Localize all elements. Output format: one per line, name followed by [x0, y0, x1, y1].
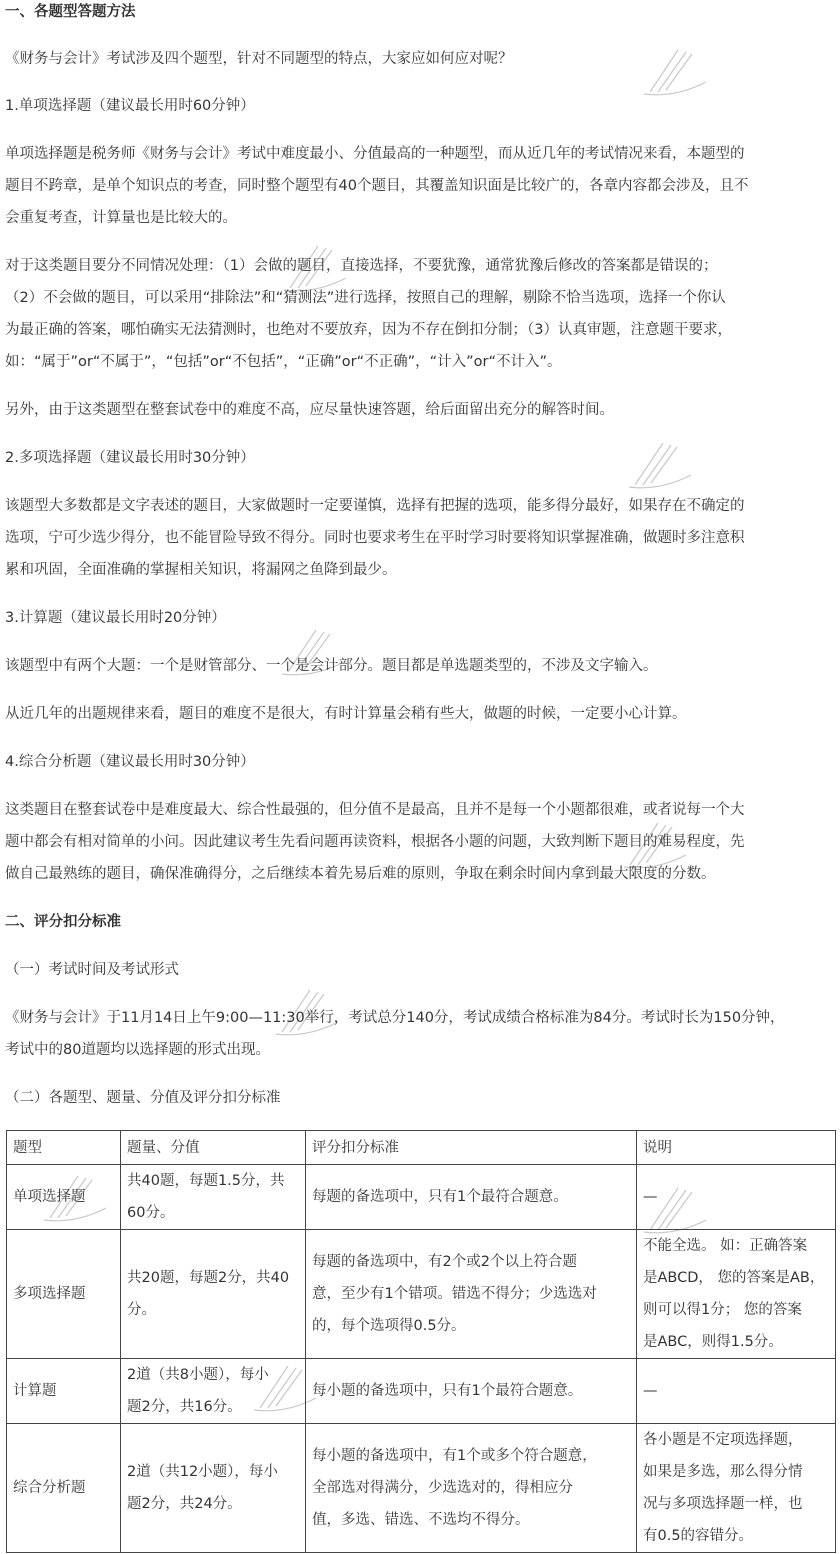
type-cell: 单项选择题 [7, 1165, 121, 1230]
q4-title: 4.综合分析题（建议最长用时30分钟） [5, 754, 255, 770]
type-cell: 计算题 [7, 1359, 121, 1424]
cell-line: 全部选对得满分，少选选对的，得相应分 [312, 1480, 573, 1496]
cell-line: 60分。 [127, 1205, 175, 1221]
q3-para1: 该题型中有两个大题：一个是财管部分、一个是会计部分。题目都是单选题类型的，不涉及文字输入。 [5, 658, 658, 674]
cell-line: 共20题，每题2分，共40 [127, 1270, 290, 1286]
cell-line: 则可以得1分； 您的答案 [643, 1302, 802, 1318]
table-header-cell: 题型 [7, 1131, 121, 1165]
count-cell [121, 1165, 306, 1230]
cell-line: 题2分，共24分。 [127, 1496, 242, 1512]
cell-line: 共40题，每题1.5分，共 [127, 1173, 285, 1189]
cell-line: 的，每个选项得0.5分。 [312, 1318, 466, 1334]
q4-para1-line: 这类题目在整套试卷中是难度最大、综合性最强的，但分值不是最高，且并不是每一个小题都很难，或者说每一个大 [5, 802, 745, 818]
q1-para2-line: 如：“属于”or“不属于”，“包括”or“不包括”，“正确”or“不正确”，“计入”or“不计入”。 [5, 354, 562, 370]
cell-line: 2道（共8小题），每小 [127, 1367, 269, 1383]
q2-para1-line: 选项，宁可少选少得分，也不能冒险导致不得分。同时也要求考生在平时学习时要将知识掌握准确，做题时多注意积 [5, 530, 745, 546]
cell-line: 每小题的备选项中，有1个或多个符合题意， [312, 1448, 597, 1464]
cell-line: 是ABCD， 您的答案是AB， [643, 1270, 825, 1286]
cell-line: — [643, 1189, 658, 1205]
q1-para2-line: （2）不会做的题目，可以采用“排除法”和“猜测法”进行选择，按照自己的理解，剔除不恰当选项，选择一个你认 [5, 290, 726, 306]
table-row [7, 1359, 836, 1424]
subsection-title: （一）考试时间及考试形式 [5, 962, 179, 978]
q1-title: 1.单项选择题（建议最长用时60分钟） [5, 98, 255, 114]
note-cell [637, 1165, 836, 1230]
note-cell [637, 1424, 836, 1553]
subsection-title: （二）各题型、题量、分值及评分扣分标准 [5, 1090, 281, 1106]
table-row [7, 1230, 836, 1359]
cell-line: 分。 [127, 1302, 156, 1318]
q3-para2: 从近几年的出题规律来看，题目的难度不是很大，有时计算量会稍有些大，做题的时候，一定要小心计算。 [5, 706, 687, 722]
cell-line: 意，至少有1个错项。错选不得分；少选选对 [312, 1286, 597, 1302]
table-row [7, 1165, 836, 1230]
q3-title: 3.计算题（建议最长用时20分钟） [5, 610, 226, 626]
rule-cell [306, 1359, 637, 1424]
count-cell [121, 1359, 306, 1424]
cell-line: 2道（共12小题），每小 [127, 1464, 278, 1480]
cell-line: 每题的备选项中，只有1个最符合题意。 [312, 1189, 568, 1205]
type-cell: 多项选择题 [7, 1230, 121, 1359]
cell-line: — [643, 1383, 658, 1399]
note-cell [637, 1230, 836, 1359]
table-header-cell: 题量、分值 [121, 1131, 306, 1165]
q2-para1-line: 该题型大多数都是文字表述的题目，大家做题时一定要谨慎，选择有把握的选项，能多得分最好，如果存在不确定的 [5, 498, 745, 514]
q1-para1-line: 单项选择题是税务师《财务与会计》考试中难度最小、分值最高的一种题型，而从近几年的考试情况来看，本题型的 [5, 146, 745, 162]
note-cell [637, 1359, 836, 1424]
rule-cell [306, 1230, 637, 1359]
table-header-cell: 评分扣分标准 [306, 1131, 637, 1165]
exam-info-line: 考试中的80道题均以选择题的形式出现。 [5, 1042, 270, 1058]
cell-line: 况与多项选择题一样，也 [643, 1496, 803, 1512]
count-cell [121, 1424, 306, 1553]
q1-para3: 另外，由于这类题型在整套试卷中的难度不高，应尽量快速答题，给后面留出充分的解答时间。 [5, 402, 614, 418]
type-cell: 综合分析题 [7, 1424, 121, 1553]
rule-cell [306, 1165, 637, 1230]
exam-info-line: 《财务与会计》于11月14日上午9:00—11:30举行，考试总分140分，考试成绩合格标准为84分。考试时长为150分钟， [5, 1010, 785, 1026]
table-header-row [7, 1131, 836, 1165]
q4-para1-line: 题中都会有相对简单的小问。因此建议考生先看问题再读资料，根据各小题的问题，大致判断下题目的难易程度，先 [5, 834, 745, 850]
q1-para2-line: 为最正确的答案，哪怕确实无法猜测时，也绝对不要放弃，因为不存在倒扣分制；（3）认真审题，注意题干要求， [5, 322, 732, 338]
cell-line: 不能全选。 如：正确答案 [643, 1238, 808, 1254]
q1-para1-line: 题目不跨章，是单个知识点的考查，同时整个题型有40个题目，其覆盖知识面是比较广的，各章内容都会涉及，且不 [5, 178, 749, 194]
intro-text: 《财务与会计》考试涉及四个题型，针对不同题型的特点，大家应如何应对呢？ [5, 51, 513, 67]
cell-line: 如果是多选，那么得分情 [643, 1464, 803, 1480]
cell-line: 值，多选、错选、不选均不得分。 [312, 1512, 530, 1528]
table-header-cell: 说明 [637, 1131, 836, 1165]
cell-line: 各小题是不定项选择题， [643, 1432, 803, 1448]
rule-cell [306, 1424, 637, 1553]
q1-para2-line: 对于这类题目要分不同情况处理：（1）会做的题目，直接选择，不要犹豫，通常犹豫后修改的答案都是错误的； [5, 258, 718, 274]
scoring-table [6, 1130, 836, 1553]
table-row [7, 1424, 836, 1553]
q2-title: 2.多项选择题（建议最长用时30分钟） [5, 450, 255, 466]
cell-line: 是ABC，则得1.5分。 [643, 1334, 783, 1350]
q1-para1-line: 会重复考查，计算量也是比较大的。 [5, 210, 237, 226]
q2-para1-line: 累和巩固，全面准确的掌握相关知识，将漏网之鱼降到最少。 [5, 562, 397, 578]
q4-para1-line: 做自己最熟练的题目，确保准确得分，之后继续本着先易后难的原则，争取在剩余时间内拿到最大限度的分数。 [5, 866, 716, 882]
count-cell [121, 1230, 306, 1359]
cell-line: 每小题的备选项中，只有1个最符合题意。 [312, 1383, 583, 1399]
section-heading: 二、评分扣分标准 [5, 914, 121, 930]
cell-line: 有0.5的容错分。 [643, 1528, 754, 1544]
section-heading: 一、各题型答题方法 [5, 4, 136, 20]
cell-line: 每题的备选项中，有2个或2个以上符合题 [312, 1254, 577, 1270]
cell-line: 题2分，共16分。 [127, 1399, 242, 1415]
